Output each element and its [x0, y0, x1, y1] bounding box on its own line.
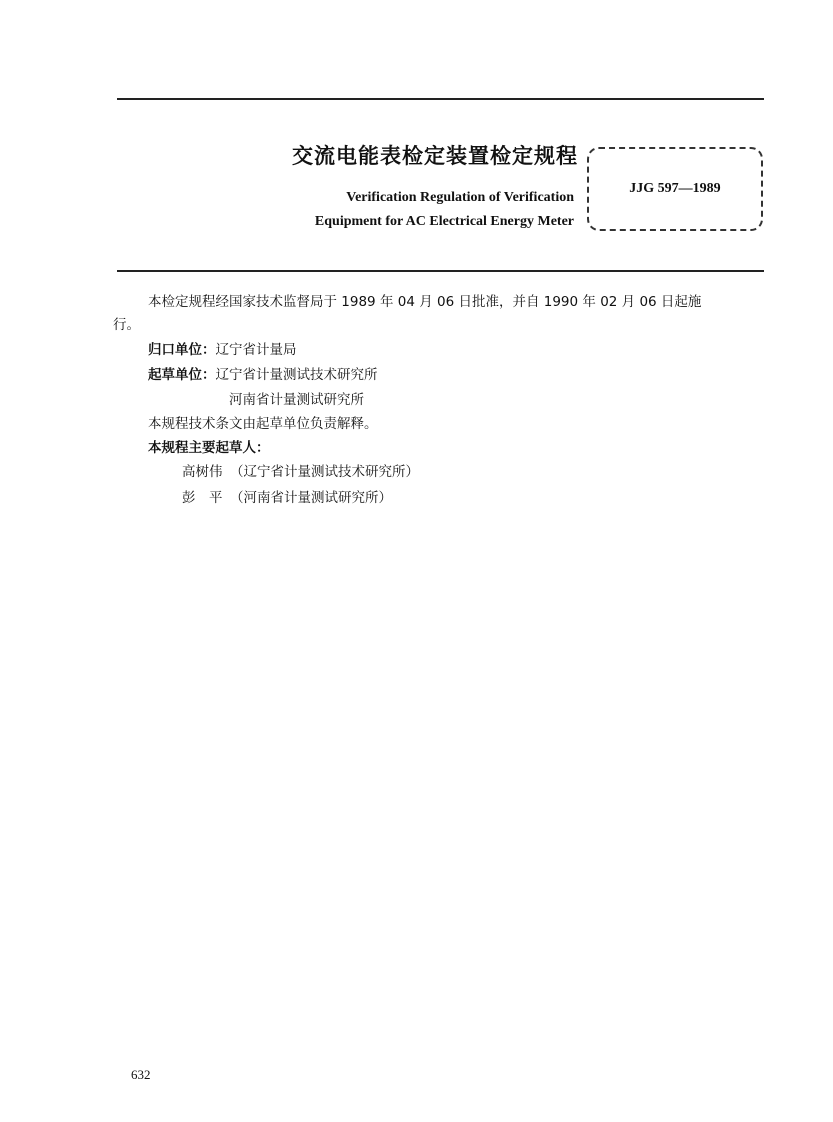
document-title-english-line-2: Equipment for AC Electrical Energy Meter: [314, 214, 574, 229]
regulation-code-box: [587, 147, 763, 231]
top-rule: [117, 98, 764, 100]
document-title-english-line-1: Verification Regulation of Verification: [346, 190, 574, 205]
responsible-unit-value: 辽宁省计量局: [215, 342, 297, 358]
drafting-unit-value-1: 辽宁省计量测试技术研究所: [215, 367, 378, 383]
drafter-name: 彭 平: [182, 490, 223, 506]
bottom-rule: [117, 270, 764, 272]
page-number: 632: [131, 1067, 151, 1082]
interpretation-statement: 本规程技术条文由起草单位负责解释。: [148, 416, 378, 432]
drafter-row: [182, 460, 419, 480]
responsible-unit-label: 归口单位：: [148, 342, 216, 358]
document-title-chinese: 交流电能表检定装置检定规程: [292, 144, 578, 168]
drafter-organization: （辽宁省计量测试技术研究所）: [230, 464, 419, 480]
main-drafters-label: 本规程主要起草人：: [148, 440, 270, 456]
responsible-unit-row: [148, 338, 297, 358]
regulation-code: JJG 597—1989: [629, 181, 721, 196]
drafting-unit-row: [148, 363, 378, 383]
approval-statement-continued: 行。: [113, 317, 140, 333]
drafting-unit-label: 起草单位：: [148, 367, 216, 383]
drafter-name: 高树伟: [182, 464, 223, 480]
approval-statement: 本检定规程经国家技术监督局于 1989 年 04 月 06 日批准，并自 1990 年 02 月 06 日起施: [148, 294, 702, 310]
drafter-organization: （河南省计量测试研究所）: [230, 490, 392, 506]
drafter-row: [182, 486, 392, 506]
drafting-unit-value-2: 河南省计量测试研究所: [229, 392, 364, 408]
